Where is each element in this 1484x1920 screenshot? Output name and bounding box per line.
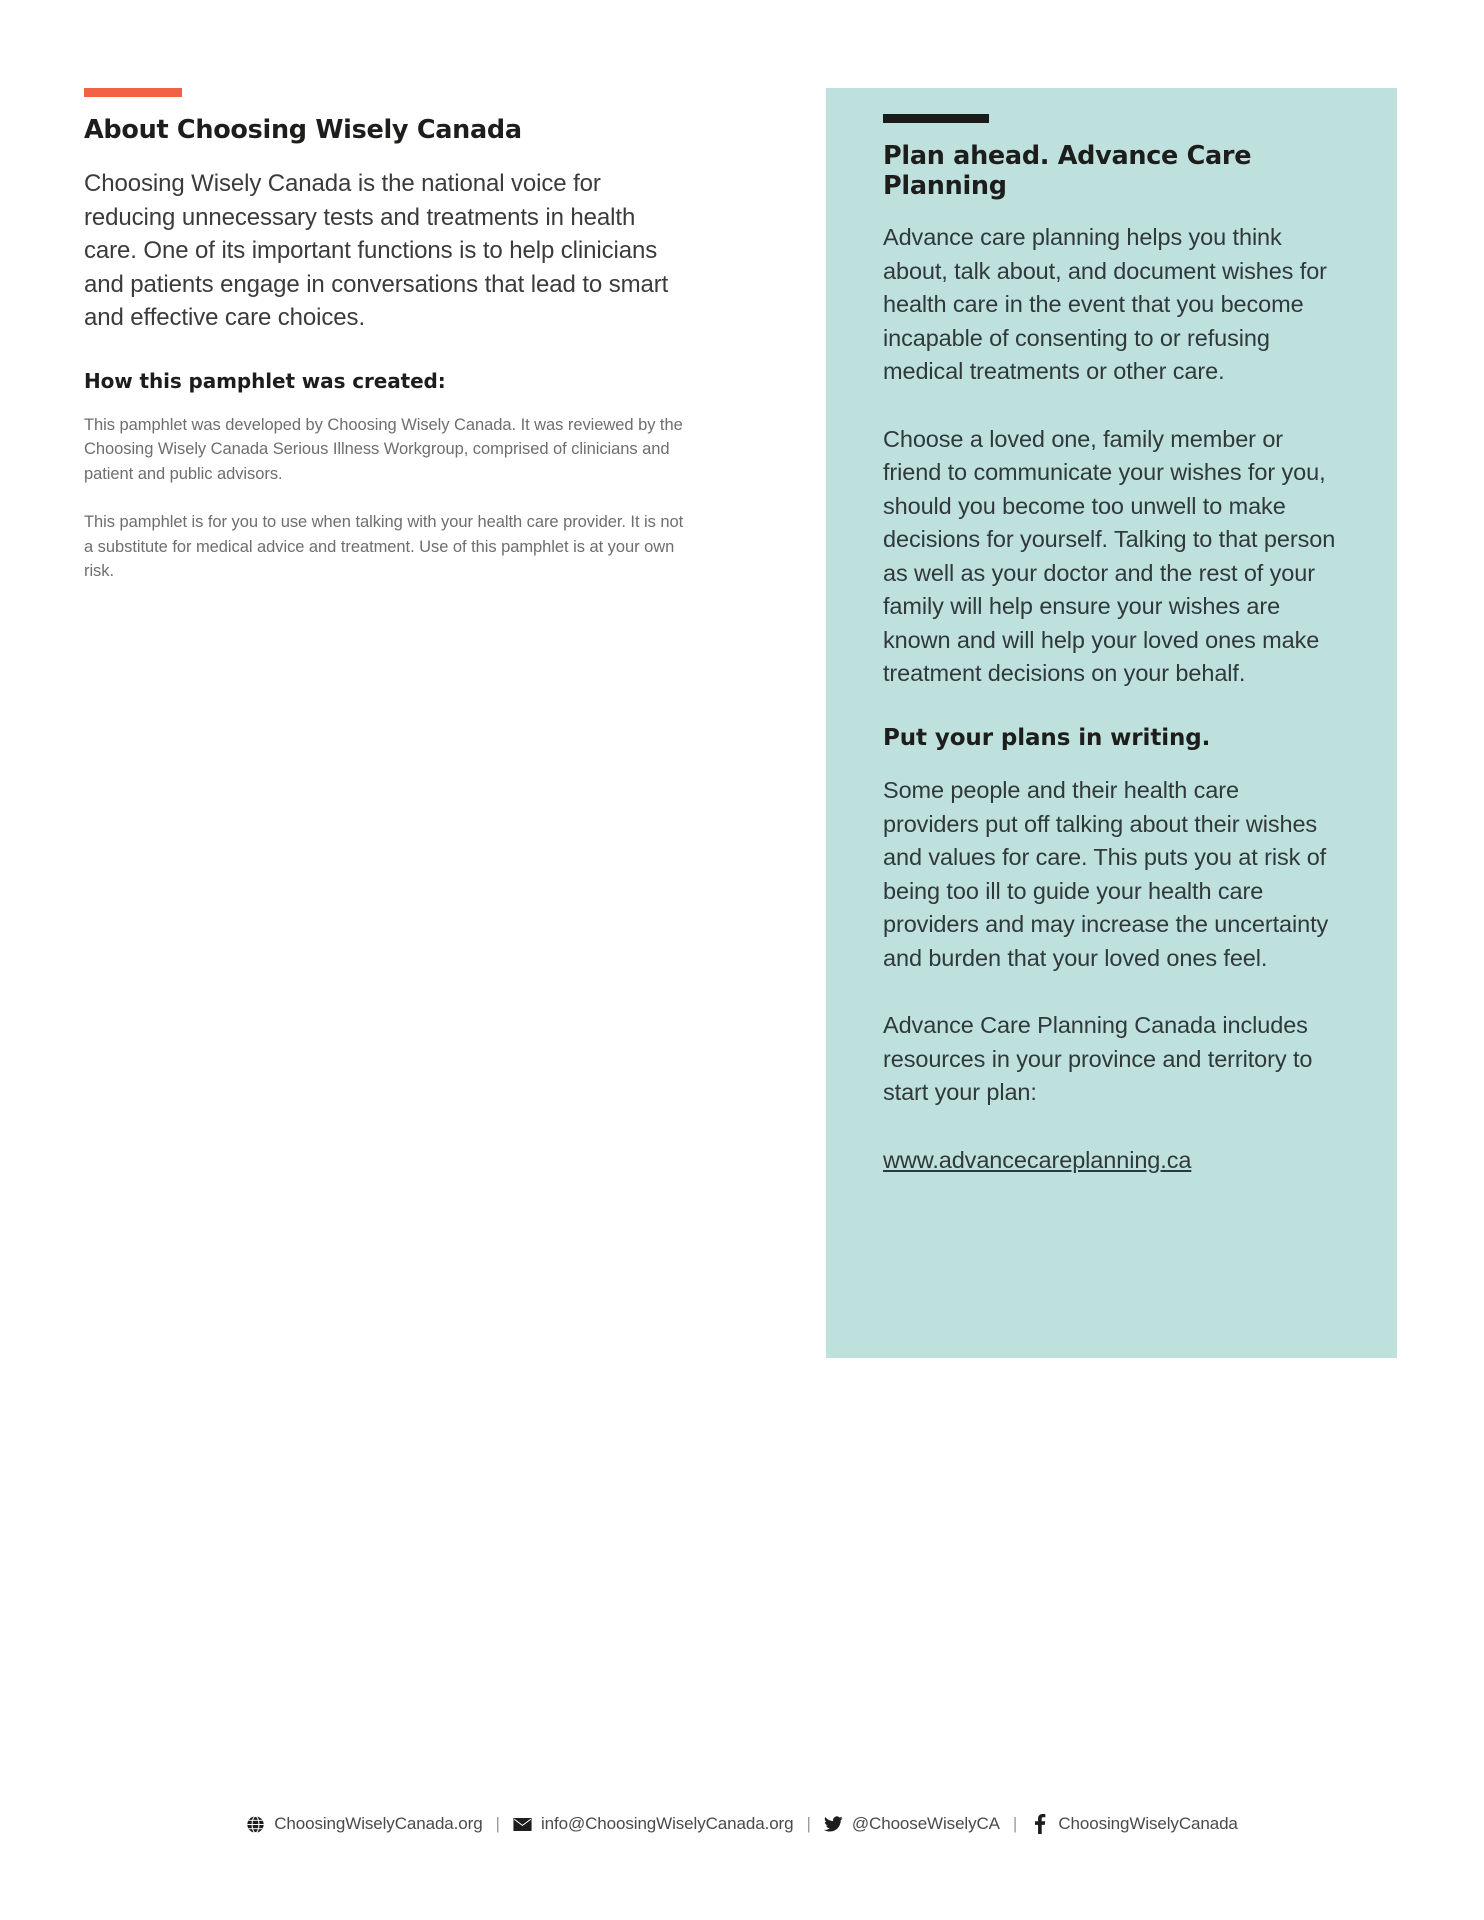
globe-icon (246, 1815, 265, 1834)
some-people-paragraph: Some people and their health care providers put off talking about their wishes and values for care. This puts you at risk of being too ill to guide your health care providers and may increase the uncertainty and burden that your loved ones feel. (883, 777, 1329, 971)
advance-care-definition-paragraph: Advance care planning helps you think about, talk about, and document wishes for health care in the event that you become incapable of consenting to or refusing medical treatments or other care. (883, 224, 1327, 385)
footer-email[interactable] (513, 1814, 794, 1834)
put-plans-in-writing-subheading: Put your plans in writing. (883, 724, 1211, 751)
footer-separator-1: | (495, 1814, 500, 1833)
footer-contact-bar (0, 1814, 1484, 1834)
resources-paragraph: Advance Care Planning Canada includes resources in your province and territory to start your plan: (883, 1012, 1313, 1106)
facebook-icon (1030, 1815, 1049, 1834)
orange-accent-rule (84, 88, 182, 97)
how-created-subheading: How this pamphlet was created: (84, 368, 446, 393)
footer-separator-2: | (806, 1814, 811, 1833)
footer-facebook[interactable] (1030, 1814, 1237, 1834)
choose-loved-one-paragraph: Choose a loved one, family member or friend to communicate your wishes for you, should you become too unwell to make decisions for yourself. Talking to that person as well as your doctor and the rest of your family will help ensure your wishes are known and will help your loved ones make treatment decisions on your behalf. (883, 425, 1336, 687)
black-accent-rule (883, 114, 989, 123)
advance-care-planning-panel (826, 88, 1397, 1358)
footer-twitter[interactable] (824, 1814, 1000, 1834)
about-intro-paragraph: Choosing Wisely Canada is the national voice for reducing unnecessary tests and treatments in health care. One of its important functions is to help clinicians and patients engage in conversations that lead to smart and effective care choices. (84, 170, 669, 332)
footer-website[interactable] (246, 1814, 482, 1834)
creation-credits-paragraph: This pamphlet was developed by Choosing Wisely Canada. It was reviewed by the Choosing Wisely Canada Serious Illness Workgroup, comprised of clinicians and patient and public advisors. (84, 415, 683, 483)
disclaimer-paragraph: This pamphlet is for you to use when talking with your health care provider. It is not a substitute for medical advice and treatment. Use of this pamphlet is at your own risk. (84, 513, 684, 581)
advance-care-planning-link[interactable]: www.advancecareplanning.ca (883, 1146, 1192, 1173)
footer-twitter-label: @ChooseWiselyCA (851, 1814, 1000, 1833)
about-section (84, 88, 684, 608)
plan-ahead-heading: Plan ahead. Advance Care Planning (883, 141, 1252, 202)
about-heading: About Choosing Wisely Canada (84, 115, 522, 145)
footer-website-label: ChoosingWiselyCanada.org (274, 1814, 483, 1833)
footer-email-label: info@ChoosingWiselyCanada.org (540, 1814, 794, 1833)
footer-facebook-label: ChoosingWiselyCanada (1058, 1814, 1238, 1833)
envelope-icon (513, 1815, 532, 1834)
footer-separator-3: | (1012, 1814, 1018, 1833)
twitter-icon (824, 1815, 843, 1834)
